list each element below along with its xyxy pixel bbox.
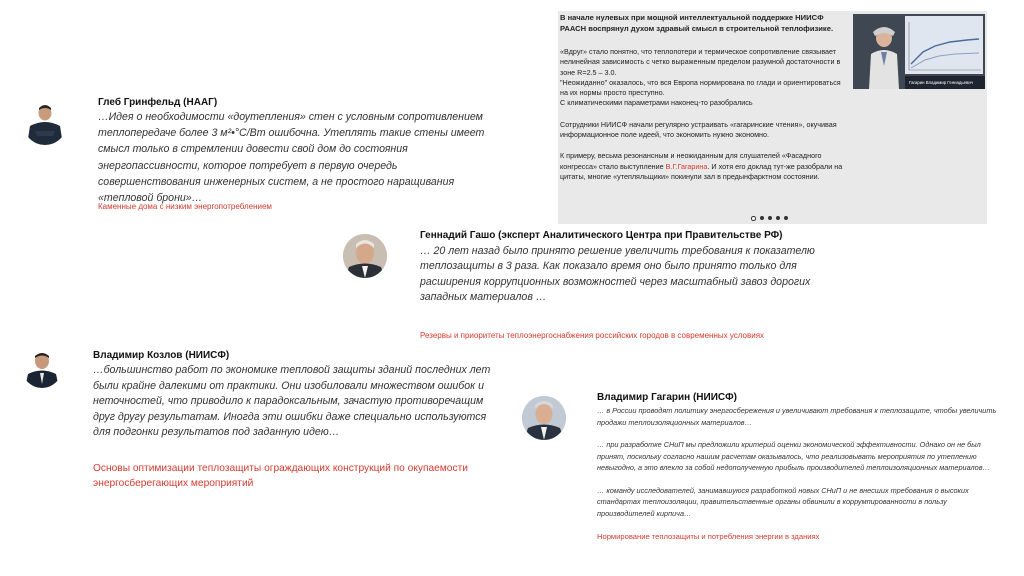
graph-icon xyxy=(905,16,983,74)
promo-photo xyxy=(853,14,985,89)
photo-caption-bar xyxy=(905,76,985,89)
promo-paragraph: "Неожиданно" оказалось, что вся Европа нормирована по глади и ориентироваться на их нормы просто преступно. xyxy=(560,77,841,98)
slider-dot[interactable] xyxy=(768,216,772,220)
quote-author: Глеб Гринфельд (НААГ) xyxy=(98,97,218,108)
promo-text xyxy=(560,13,843,182)
gagarin-link[interactable]: В.Г.Гагарина xyxy=(665,161,708,171)
quote-author: Владимир Гагарин (НИИСФ) xyxy=(597,392,737,403)
avatar-grinfeld xyxy=(23,101,67,145)
promo-heading: В начале нулевых при мощной интеллектуальной поддержке НИИСФ РААСН воспрянул духом здравый смысл в строительной теплофизике. xyxy=(560,13,834,33)
article-link[interactable]: Нормирование теплозащиты и потребления энергии в зданиях xyxy=(597,532,820,541)
slider-dot[interactable] xyxy=(776,216,780,220)
quote-author: Геннадий Гашо (эксперт Аналитического Центра при Правительстве РФ) xyxy=(420,230,783,241)
slider-pagination xyxy=(751,216,788,221)
promo-text-fragment: . И хотя его доклад тут-же разобрали на цитаты, многие «утепляльщики» покинули зал в предынфарктном состоянии. xyxy=(560,161,843,181)
quote-text: … 20 лет назад было принято решение увеличить требования к показателю теплозащиты в 3 раза. Как показало время оно было принято только для расширения коррупционных возможностей через масштабный завоз дорогих западных материалов … xyxy=(420,245,815,304)
slider-dot[interactable] xyxy=(760,216,764,220)
person-icon xyxy=(522,396,566,440)
person-icon xyxy=(867,24,901,89)
promo-paragraph: «Вдруг» стало понятно, что теплопотери и термическое сопротивление связывает нелинейная зависимость с четко выраженным пределом разумной достаточности в зоне R=2.5 – 3.0. xyxy=(560,47,841,77)
promo-slider xyxy=(558,11,987,224)
person-icon xyxy=(343,234,387,278)
slider-dot[interactable] xyxy=(751,216,756,221)
avatar-gagarin xyxy=(522,396,566,440)
speaker-figure xyxy=(867,24,901,89)
quote-paragraph: … команду исследователей, занимавшуюся разработкой новых СНиП и не внесших требования о высоких стандартах теплоизоляции, правительственные органы обвинили в коррумпированности в пользу производителей кирпича… xyxy=(597,485,969,518)
quote-author: Владимир Козлов (НИИСФ) xyxy=(93,350,230,361)
slider-dot[interactable] xyxy=(784,216,788,220)
avatar-gasho xyxy=(343,234,387,278)
quote-text: …большинство работ по экономике тепловой защиты зданий последних лет были крайне далекими от практики. Они изобиловали множеством ошибок и неточностей, что приводило к парадоксальным, зачастую противоречащим друг другу результатам. Иногда эти ошибки даже специально используются для подгонки результатов под заданную идею… xyxy=(93,364,491,439)
article-link[interactable]: Каменные дома с низким энергопотреблением xyxy=(98,202,272,211)
slide-screen xyxy=(905,16,983,74)
promo-paragraph xyxy=(560,151,843,182)
quote-text: …Идея о необходимости «доутепления» стен с условным сопротивлением теплопередаче более 3 м²•°С/Вт ошибочна. Утеплять такие стены имеет смысл только в стремлении довести свой дом до состояния энергопассивности, которое потребует в первую очередь совершенствования инженерных систем, а не простого наращивания «тепловой брони»… xyxy=(98,111,485,205)
promo-paragraph: Сотрудники НИИСФ начали регулярно устраивать «гагаринские чтения», окучивая информационное поле идеей, что экономить нужно экономно. xyxy=(560,119,837,140)
quote-text xyxy=(597,405,999,519)
person-icon xyxy=(23,101,67,145)
quote-paragraph: … в России проводят политику энергосбережения и увеличивают требования к теплозащите, чтобы увеличить продажи теплоизоляционных материалов… xyxy=(597,406,997,427)
article-link[interactable]: Резервы и приоритеты теплоэнергоснабжения российских городов в современных условиях xyxy=(420,331,765,340)
promo-text-fragment: К примеру, весьма резонансным и неожиданным для слушателей «Фасадного конгресса» стало выступление xyxy=(560,151,822,171)
avatar-kozlov xyxy=(22,348,62,388)
person-icon xyxy=(22,348,62,388)
article-link[interactable]: Основы оптимизации теплозащиты ограждающих конструкций по окупаемости энергосберегающих мероприятий xyxy=(93,463,468,489)
photo-caption: Гагарин Владимир Геннадьевич xyxy=(909,80,973,85)
quote-paragraph: … при разработке СНиП мы предложили критерий оценки экономической эффективности. Однако он не был принят, поскольку согласно нашим расчетам оказывалось, что реализовывать мероприятия по утеплению невыгодно, а это влекло за собой недополученную прибыль производителей теплоизоляционных материалов… xyxy=(597,440,990,472)
promo-paragraph: С климатическими параметрами наконец-то разобрались xyxy=(560,98,753,108)
